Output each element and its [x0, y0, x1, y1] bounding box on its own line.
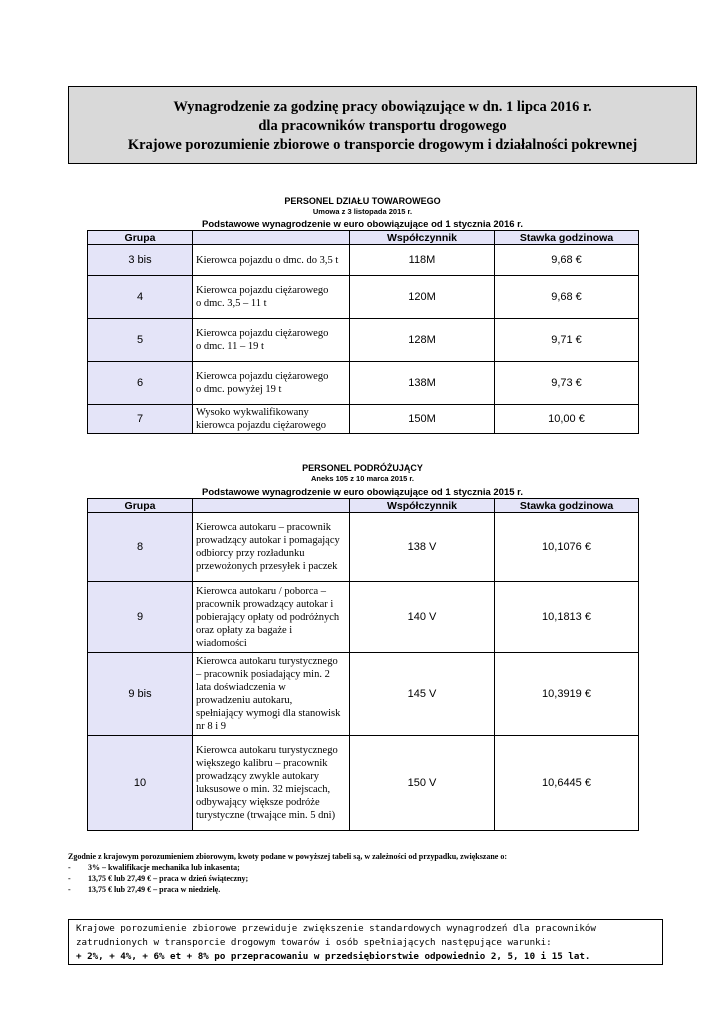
notes-item: - 13,75 € lub 27,49 € – praca w niedzielę.: [68, 885, 221, 894]
footer-line3: + 2%, + 4%, + 6% et + 8% po przepracowaniu w przedsiębiorstwie odpowiednio 2, 5, 10 i 15 lat.: [76, 951, 591, 962]
rate-cell: 9,71 €: [495, 319, 639, 362]
rate-cell: 10,3919 €: [495, 653, 639, 736]
table-header-row: [88, 499, 639, 513]
header-title-line3: Krajowe porozumienie zbiorowe o transporcie drogowym i działalności pokrewnej: [127, 137, 638, 153]
notes-block: [68, 851, 688, 895]
table-row: [88, 405, 639, 434]
travelling-staff-wage-table: [87, 498, 639, 831]
section2-subtitle: Aneks 105 z 10 marca 2015 r.: [311, 474, 414, 483]
column-header-group: Grupa: [88, 499, 193, 513]
group-cell: 9 bis: [88, 653, 193, 736]
coefficient-cell: 138 V: [350, 513, 495, 582]
coefficient-cell: 140 V: [350, 582, 495, 653]
column-header-rate: Stawka godzinowa: [495, 499, 639, 513]
coefficient-cell: 150M: [350, 405, 495, 434]
description-cell: Kierowca autokaru – pracownik prowadzący autokar i pomagający odbiorcy przy rozładunku przewożonych przesyłek i paczek: [193, 513, 350, 582]
group-cell: 4: [88, 276, 193, 319]
notes-item: - 3% – kwalifikacje mechanika lub inkasenta;: [68, 863, 240, 872]
description-cell: Wysoko wykwalifikowany kierowca pojazdu ciężarowego: [193, 405, 350, 434]
rate-cell: 9,68 €: [495, 245, 639, 276]
rate-cell: 10,1813 €: [495, 582, 639, 653]
section2-caption: Podstawowe wynagrodzenie w euro obowiązujące od 1 stycznia 2015 r.: [202, 487, 523, 498]
footer-line2: zatrudnionych w transporcie drogowym towarów i osób spełniających następujące warunki:: [76, 937, 552, 948]
description-cell: Kierowca autokaru turystycznego – pracownik posiadający min. 2 lata doświadczenia w prowadzeniu autokaru, spełniający wymogi dla stanowisk nr 8 i 9: [193, 653, 350, 736]
rate-cell: 10,1076 €: [495, 513, 639, 582]
description-cell: Kierowca pojazdu ciężarowego o dmc. powyżej 19 t: [193, 362, 350, 405]
group-cell: 3 bis: [88, 245, 193, 276]
notes-intro: Zgodnie z krajowym porozumieniem zbiorowym, kwoty podane w powyższej tabeli są, w zależności od przypadku, zwiększane o:: [68, 852, 508, 861]
table-row: [88, 245, 639, 276]
description-cell: Kierowca autokaru / poborca – pracownik prowadzący autokar i pobierający opłaty od podróżnych oraz opłaty za bagaże i wiadomości: [193, 582, 350, 653]
section2-title: PERSONEL PODRÓŻUJĄCY: [302, 463, 423, 473]
rate-cell: 10,00 €: [495, 405, 639, 434]
group-cell: 10: [88, 736, 193, 831]
column-header-group: Grupa: [88, 231, 193, 245]
footer-line1: Krajowe porozumienie zbiorowe przewiduje zwiększenie standardowych wynagrodzeń dla pracowników: [76, 923, 596, 934]
coefficient-cell: 128M: [350, 319, 495, 362]
description-cell: Kierowca autokaru turystycznego większego kalibru – pracownik prowadzący zwykle autokary luksusowe o min. 32 miejscach, odbywający większe podróże turystyczne (trwające min. 5 dni): [193, 736, 350, 831]
table-row: [88, 276, 639, 319]
table-row: [88, 362, 639, 405]
table-row: [88, 319, 639, 362]
freight-wage-table: [87, 230, 639, 434]
table-header-row: [88, 231, 639, 245]
table-row: [88, 736, 639, 831]
group-cell: 5: [88, 319, 193, 362]
section1-title: PERSONEL DZIAŁU TOWAROWEGO: [284, 196, 441, 206]
rate-cell: 9,73 €: [495, 362, 639, 405]
group-cell: 7: [88, 405, 193, 434]
notes-item: - 13,75 € lub 27,49 € – praca w dzień świąteczny;: [68, 874, 249, 883]
table-row: [88, 513, 639, 582]
column-header-description: [193, 499, 350, 513]
coefficient-cell: 138M: [350, 362, 495, 405]
column-header-coefficient: Współczynnik: [350, 499, 495, 513]
table-row: [88, 653, 639, 736]
footer-note-box: [68, 919, 663, 965]
group-cell: 6: [88, 362, 193, 405]
coefficient-cell: 120M: [350, 276, 495, 319]
coefficient-cell: 150 V: [350, 736, 495, 831]
section1-caption: Podstawowe wynagrodzenie w euro obowiązujące od 1 stycznia 2016 r.: [202, 219, 523, 230]
description-cell: Kierowca pojazdu ciężarowego o dmc. 3,5 – 11 t: [193, 276, 350, 319]
header-title-line2: dla pracowników transportu drogowego: [258, 118, 507, 134]
document-header: [68, 86, 697, 164]
coefficient-cell: 118M: [350, 245, 495, 276]
column-header-description: [193, 231, 350, 245]
group-cell: 9: [88, 582, 193, 653]
group-cell: 8: [88, 513, 193, 582]
rate-cell: 9,68 €: [495, 276, 639, 319]
column-header-coefficient: Współczynnik: [350, 231, 495, 245]
coefficient-cell: 145 V: [350, 653, 495, 736]
column-header-rate: Stawka godzinowa: [495, 231, 639, 245]
description-cell: Kierowca pojazdu o dmc. do 3,5 t: [193, 245, 350, 276]
description-cell: Kierowca pojazdu ciężarowego o dmc. 11 – 19 t: [193, 319, 350, 362]
table-row: [88, 582, 639, 653]
rate-cell: 10,6445 €: [495, 736, 639, 831]
header-title-line1: Wynagrodzenie za godzinę pracy obowiązujące w dn. 1 lipca 2016 r.: [173, 99, 592, 115]
section1-subtitle: Umowa z 3 listopada 2015 r.: [312, 207, 413, 216]
